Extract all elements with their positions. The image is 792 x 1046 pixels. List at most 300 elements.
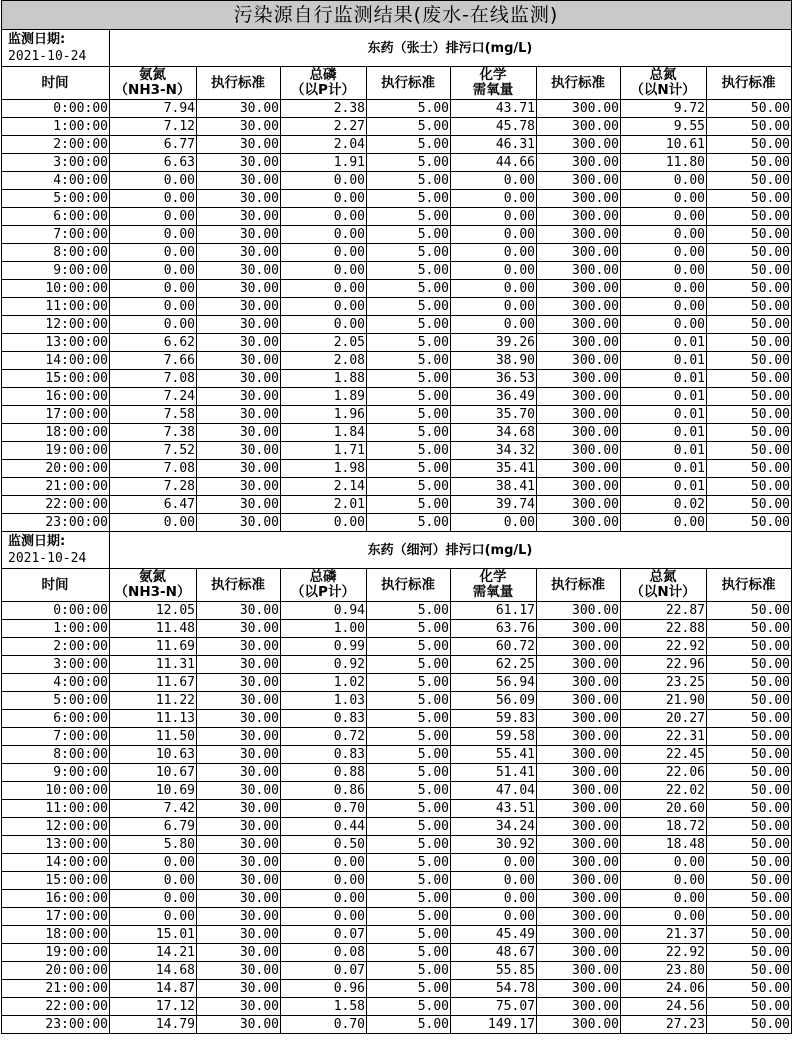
cod-value: 39.74: [451, 496, 537, 514]
cod-value: 0.00: [451, 280, 537, 298]
table-row: [2, 746, 792, 764]
time-cell: 19:00:00: [2, 944, 110, 962]
header-standard: 执行标准: [197, 569, 281, 602]
tn-value: 0.00: [621, 316, 707, 334]
nh3-value: 0.00: [110, 298, 197, 316]
nh3-standard: 30.00: [197, 370, 281, 388]
tp-value: 0.00: [281, 226, 367, 244]
nh3-standard: 30.00: [197, 980, 281, 998]
time-cell: 20:00:00: [2, 962, 110, 980]
header-cod-line1: 化学: [479, 569, 507, 585]
nh3-value: 0.00: [110, 514, 197, 532]
tp-value: 0.50: [281, 836, 367, 854]
tp-standard: 5.00: [367, 782, 451, 800]
cod-value: 54.78: [451, 980, 537, 998]
time-cell: 0:00:00: [2, 100, 110, 118]
time-cell: 2:00:00: [2, 136, 110, 154]
cod-value: 45.49: [451, 926, 537, 944]
nh3-value: 10.67: [110, 764, 197, 782]
tp-standard: 5.00: [367, 674, 451, 692]
tn-value: 27.23: [621, 1016, 707, 1034]
tp-standard: 5.00: [367, 388, 451, 406]
tn-value: 0.01: [621, 424, 707, 442]
cod-standard: 300.00: [537, 800, 621, 818]
tp-standard: 5.00: [367, 728, 451, 746]
tn-standard: 50.00: [707, 316, 792, 334]
tn-standard: 50.00: [707, 352, 792, 370]
tp-value: 0.00: [281, 190, 367, 208]
table-row: [2, 460, 792, 478]
cod-standard: 300.00: [537, 244, 621, 262]
cod-standard: 300.00: [537, 118, 621, 136]
nh3-value: 7.24: [110, 388, 197, 406]
nh3-standard: 30.00: [197, 1016, 281, 1034]
cod-standard: 300.00: [537, 136, 621, 154]
nh3-value: 17.12: [110, 998, 197, 1016]
tp-standard: 5.00: [367, 620, 451, 638]
cod-value: 34.68: [451, 424, 537, 442]
time-cell: 6:00:00: [2, 710, 110, 728]
tp-standard: 5.00: [367, 800, 451, 818]
table-row: [2, 172, 792, 190]
tn-standard: 50.00: [707, 460, 792, 478]
cod-standard: 300.00: [537, 478, 621, 496]
nh3-standard: 30.00: [197, 208, 281, 226]
tn-value: 0.01: [621, 442, 707, 460]
nh3-standard: 30.00: [197, 656, 281, 674]
cod-value: 47.04: [451, 782, 537, 800]
cod-value: 0.00: [451, 908, 537, 926]
time-cell: 20:00:00: [2, 460, 110, 478]
cod-standard: 300.00: [537, 1016, 621, 1034]
nh3-value: 14.68: [110, 962, 197, 980]
nh3-standard: 30.00: [197, 442, 281, 460]
tp-value: 0.07: [281, 926, 367, 944]
tp-standard: 5.00: [367, 226, 451, 244]
cod-standard: 300.00: [537, 496, 621, 514]
table-row: [2, 710, 792, 728]
cod-value: 59.83: [451, 710, 537, 728]
nh3-value: 6.47: [110, 496, 197, 514]
tp-standard: 5.00: [367, 352, 451, 370]
tn-standard: 50.00: [707, 656, 792, 674]
tp-standard: 5.00: [367, 496, 451, 514]
table-row: [2, 280, 792, 298]
nh3-value: 11.67: [110, 674, 197, 692]
header-tp-line2: （以P计）: [291, 82, 355, 98]
nh3-value: 0.00: [110, 262, 197, 280]
tp-value: 0.00: [281, 890, 367, 908]
time-cell: 15:00:00: [2, 370, 110, 388]
tn-value: 0.00: [621, 190, 707, 208]
tn-value: 11.80: [621, 154, 707, 172]
nh3-value: 0.00: [110, 226, 197, 244]
header-standard: 执行标准: [197, 67, 281, 100]
cod-value: 61.17: [451, 602, 537, 620]
table-row: [2, 190, 792, 208]
tn-standard: 50.00: [707, 728, 792, 746]
cod-value: 149.17: [451, 1016, 537, 1034]
tn-value: 24.06: [621, 980, 707, 998]
tp-value: 1.71: [281, 442, 367, 460]
time-cell: 13:00:00: [2, 836, 110, 854]
tn-standard: 50.00: [707, 944, 792, 962]
nh3-standard: 30.00: [197, 998, 281, 1016]
tp-value: 0.07: [281, 962, 367, 980]
tp-value: 0.00: [281, 908, 367, 926]
time-cell: 19:00:00: [2, 442, 110, 460]
header-tn-line2: （以N计）: [630, 82, 696, 98]
tn-standard: 50.00: [707, 890, 792, 908]
tn-value: 0.00: [621, 244, 707, 262]
tp-standard: 5.00: [367, 710, 451, 728]
tn-value: 0.01: [621, 334, 707, 352]
nh3-standard: 30.00: [197, 674, 281, 692]
tp-value: 0.08: [281, 944, 367, 962]
header-nh3: [110, 569, 197, 602]
cod-value: 0.00: [451, 316, 537, 334]
cod-standard: 300.00: [537, 890, 621, 908]
header-tp-line1: 总磷: [309, 569, 337, 585]
tn-value: 0.02: [621, 496, 707, 514]
time-cell: 14:00:00: [2, 854, 110, 872]
table-row: [2, 764, 792, 782]
header-standard: 执行标准: [707, 67, 792, 100]
time-cell: 8:00:00: [2, 746, 110, 764]
cod-standard: 300.00: [537, 352, 621, 370]
header-nh3: [110, 67, 197, 100]
cod-standard: 300.00: [537, 674, 621, 692]
header-nh3-line1: 氨氮: [139, 67, 166, 83]
cod-value: 34.32: [451, 442, 537, 460]
time-cell: 5:00:00: [2, 190, 110, 208]
header-tp: [281, 569, 367, 602]
nh3-value: 0.00: [110, 316, 197, 334]
monitoring-date-label: 监测日期:: [8, 32, 66, 47]
monitoring-date-cell: [2, 30, 110, 67]
cod-value: 60.72: [451, 638, 537, 656]
table-row: [2, 638, 792, 656]
time-cell: 11:00:00: [2, 800, 110, 818]
tn-value: 20.60: [621, 800, 707, 818]
tp-value: 0.00: [281, 854, 367, 872]
tp-standard: 5.00: [367, 298, 451, 316]
tn-standard: 50.00: [707, 334, 792, 352]
table-row: [2, 118, 792, 136]
tn-standard: 50.00: [707, 208, 792, 226]
cod-standard: 300.00: [537, 316, 621, 334]
outlet-name: 东药（张士）排污口(mg/L): [110, 30, 792, 67]
cod-standard: 300.00: [537, 442, 621, 460]
cod-standard: 300.00: [537, 154, 621, 172]
tn-value: 24.56: [621, 998, 707, 1016]
table-row: [2, 836, 792, 854]
tp-value: 0.99: [281, 638, 367, 656]
tp-standard: 5.00: [367, 190, 451, 208]
nh3-standard: 30.00: [197, 316, 281, 334]
tp-standard: 5.00: [367, 944, 451, 962]
tn-value: 0.00: [621, 226, 707, 244]
tn-value: 0.01: [621, 352, 707, 370]
tn-standard: 50.00: [707, 370, 792, 388]
tn-standard: 50.00: [707, 962, 792, 980]
nh3-standard: 30.00: [197, 478, 281, 496]
cod-value: 43.51: [451, 800, 537, 818]
cod-standard: 300.00: [537, 190, 621, 208]
time-cell: 17:00:00: [2, 406, 110, 424]
nh3-standard: 30.00: [197, 154, 281, 172]
cod-value: 30.92: [451, 836, 537, 854]
tn-value: 21.90: [621, 692, 707, 710]
tn-standard: 50.00: [707, 388, 792, 406]
tn-standard: 50.00: [707, 280, 792, 298]
cod-value: 38.90: [451, 352, 537, 370]
nh3-value: 10.63: [110, 746, 197, 764]
header-tp-line1: 总磷: [309, 67, 337, 83]
cod-value: 0.00: [451, 890, 537, 908]
time-cell: 1:00:00: [2, 620, 110, 638]
nh3-value: 11.69: [110, 638, 197, 656]
cod-value: 38.41: [451, 478, 537, 496]
time-cell: 14:00:00: [2, 352, 110, 370]
tn-standard: 50.00: [707, 710, 792, 728]
nh3-standard: 30.00: [197, 710, 281, 728]
cod-standard: 300.00: [537, 872, 621, 890]
cod-value: 39.26: [451, 334, 537, 352]
cod-value: 34.24: [451, 818, 537, 836]
nh3-value: 11.31: [110, 656, 197, 674]
tn-value: 0.00: [621, 514, 707, 532]
tp-standard: 5.00: [367, 406, 451, 424]
header-nh3-line1: 氨氮: [139, 569, 166, 585]
time-cell: 23:00:00: [2, 1016, 110, 1034]
cod-value: 45.78: [451, 118, 537, 136]
tp-value: 0.88: [281, 764, 367, 782]
cod-standard: 300.00: [537, 514, 621, 532]
tn-value: 22.88: [621, 620, 707, 638]
tn-value: 22.92: [621, 944, 707, 962]
cod-standard: 300.00: [537, 298, 621, 316]
tp-value: 0.00: [281, 298, 367, 316]
nh3-standard: 30.00: [197, 262, 281, 280]
time-cell: 12:00:00: [2, 316, 110, 334]
time-cell: 16:00:00: [2, 388, 110, 406]
tn-value: 0.00: [621, 908, 707, 926]
tn-value: 0.01: [621, 370, 707, 388]
cod-standard: 300.00: [537, 962, 621, 980]
tn-value: 22.06: [621, 764, 707, 782]
nh3-value: 0.00: [110, 908, 197, 926]
tp-value: 0.00: [281, 244, 367, 262]
tn-standard: 50.00: [707, 998, 792, 1016]
table-row: [2, 208, 792, 226]
table-row: [2, 854, 792, 872]
nh3-standard: 30.00: [197, 800, 281, 818]
cod-value: 48.67: [451, 944, 537, 962]
tp-value: 0.70: [281, 1016, 367, 1034]
nh3-standard: 30.00: [197, 620, 281, 638]
tp-value: 2.27: [281, 118, 367, 136]
nh3-value: 6.63: [110, 154, 197, 172]
nh3-standard: 30.00: [197, 424, 281, 442]
tp-standard: 5.00: [367, 908, 451, 926]
tp-value: 0.92: [281, 656, 367, 674]
nh3-value: 11.22: [110, 692, 197, 710]
tp-value: 2.04: [281, 136, 367, 154]
tp-value: 1.02: [281, 674, 367, 692]
cod-value: 55.85: [451, 962, 537, 980]
tn-standard: 50.00: [707, 226, 792, 244]
nh3-standard: 30.00: [197, 944, 281, 962]
cod-standard: 300.00: [537, 280, 621, 298]
time-cell: 21:00:00: [2, 980, 110, 998]
nh3-standard: 30.00: [197, 962, 281, 980]
nh3-standard: 30.00: [197, 244, 281, 262]
header-tn-line1: 总氮: [649, 67, 677, 83]
tp-standard: 5.00: [367, 962, 451, 980]
monitoring-date-value: 2021-10-24: [8, 49, 87, 64]
tp-standard: 5.00: [367, 442, 451, 460]
cod-value: 56.94: [451, 674, 537, 692]
tp-standard: 5.00: [367, 926, 451, 944]
nh3-standard: 30.00: [197, 352, 281, 370]
tn-standard: 50.00: [707, 908, 792, 926]
table-row: [2, 944, 792, 962]
tp-standard: 5.00: [367, 262, 451, 280]
section-header-row: [2, 30, 792, 67]
tn-standard: 50.00: [707, 478, 792, 496]
tp-value: 1.96: [281, 406, 367, 424]
cod-standard: 300.00: [537, 692, 621, 710]
nh3-value: 11.50: [110, 728, 197, 746]
tp-standard: 5.00: [367, 602, 451, 620]
time-cell: 4:00:00: [2, 674, 110, 692]
tn-standard: 50.00: [707, 692, 792, 710]
tp-standard: 5.00: [367, 638, 451, 656]
nh3-value: 7.38: [110, 424, 197, 442]
cod-standard: 300.00: [537, 944, 621, 962]
header-cod: [451, 67, 537, 100]
tn-standard: 50.00: [707, 496, 792, 514]
cod-value: 46.31: [451, 136, 537, 154]
time-cell: 6:00:00: [2, 208, 110, 226]
tn-standard: 50.00: [707, 262, 792, 280]
tp-value: 0.44: [281, 818, 367, 836]
cod-standard: 300.00: [537, 710, 621, 728]
tn-value: 9.72: [621, 100, 707, 118]
title-row: [2, 1, 792, 30]
cod-value: 0.00: [451, 872, 537, 890]
table-row: [2, 136, 792, 154]
header-tp-line2: （以P计）: [291, 584, 355, 600]
time-cell: 4:00:00: [2, 172, 110, 190]
nh3-standard: 30.00: [197, 836, 281, 854]
cod-value: 55.41: [451, 746, 537, 764]
time-cell: 12:00:00: [2, 818, 110, 836]
time-cell: 3:00:00: [2, 154, 110, 172]
table-row: [2, 872, 792, 890]
nh3-value: 0.00: [110, 172, 197, 190]
tn-value: 18.72: [621, 818, 707, 836]
cod-standard: 300.00: [537, 424, 621, 442]
tn-standard: 50.00: [707, 638, 792, 656]
tp-standard: 5.00: [367, 980, 451, 998]
nh3-standard: 30.00: [197, 638, 281, 656]
tp-standard: 5.00: [367, 836, 451, 854]
nh3-standard: 30.00: [197, 100, 281, 118]
cod-standard: 300.00: [537, 370, 621, 388]
cod-standard: 300.00: [537, 388, 621, 406]
tn-value: 20.27: [621, 710, 707, 728]
table-row: [2, 406, 792, 424]
cod-value: 35.41: [451, 460, 537, 478]
tp-value: 1.58: [281, 998, 367, 1016]
tn-standard: 50.00: [707, 674, 792, 692]
nh3-standard: 30.00: [197, 334, 281, 352]
tn-value: 0.00: [621, 208, 707, 226]
time-cell: 18:00:00: [2, 424, 110, 442]
tn-value: 0.01: [621, 460, 707, 478]
table-row: [2, 980, 792, 998]
header-standard: 执行标准: [367, 569, 451, 602]
cod-value: 35.70: [451, 406, 537, 424]
cod-value: 0.00: [451, 172, 537, 190]
time-cell: 9:00:00: [2, 262, 110, 280]
tn-value: 23.80: [621, 962, 707, 980]
table-row: [2, 800, 792, 818]
time-cell: 11:00:00: [2, 298, 110, 316]
tp-value: 2.08: [281, 352, 367, 370]
cod-value: 43.71: [451, 100, 537, 118]
tp-standard: 5.00: [367, 370, 451, 388]
cod-standard: 300.00: [537, 764, 621, 782]
tp-value: 0.00: [281, 280, 367, 298]
cod-standard: 300.00: [537, 172, 621, 190]
nh3-value: 7.66: [110, 352, 197, 370]
tn-standard: 50.00: [707, 100, 792, 118]
time-cell: 21:00:00: [2, 478, 110, 496]
tn-standard: 50.00: [707, 800, 792, 818]
header-cod-line2: 需氧量: [472, 82, 514, 98]
header-standard: 执行标准: [537, 67, 621, 100]
tp-standard: 5.00: [367, 1016, 451, 1034]
nh3-standard: 30.00: [197, 854, 281, 872]
monitoring-date-label: 监测日期:: [8, 534, 66, 549]
nh3-standard: 30.00: [197, 764, 281, 782]
tn-value: 0.00: [621, 172, 707, 190]
header-cod: [451, 569, 537, 602]
table-row: [2, 782, 792, 800]
cod-value: 51.41: [451, 764, 537, 782]
cod-standard: 300.00: [537, 638, 621, 656]
time-cell: 1:00:00: [2, 118, 110, 136]
cod-standard: 300.00: [537, 908, 621, 926]
nh3-standard: 30.00: [197, 728, 281, 746]
tp-value: 1.03: [281, 692, 367, 710]
cod-value: 0.00: [451, 208, 537, 226]
time-cell: 13:00:00: [2, 334, 110, 352]
tp-standard: 5.00: [367, 424, 451, 442]
tn-value: 0.00: [621, 262, 707, 280]
tp-value: 0.96: [281, 980, 367, 998]
table-row: [2, 602, 792, 620]
tp-value: 1.88: [281, 370, 367, 388]
tp-value: 0.00: [281, 514, 367, 532]
header-tn-line1: 总氮: [649, 569, 677, 585]
nh3-standard: 30.00: [197, 136, 281, 154]
cod-standard: 300.00: [537, 998, 621, 1016]
report-title: 污染源自行监测结果(废水-在线监测): [2, 1, 792, 30]
